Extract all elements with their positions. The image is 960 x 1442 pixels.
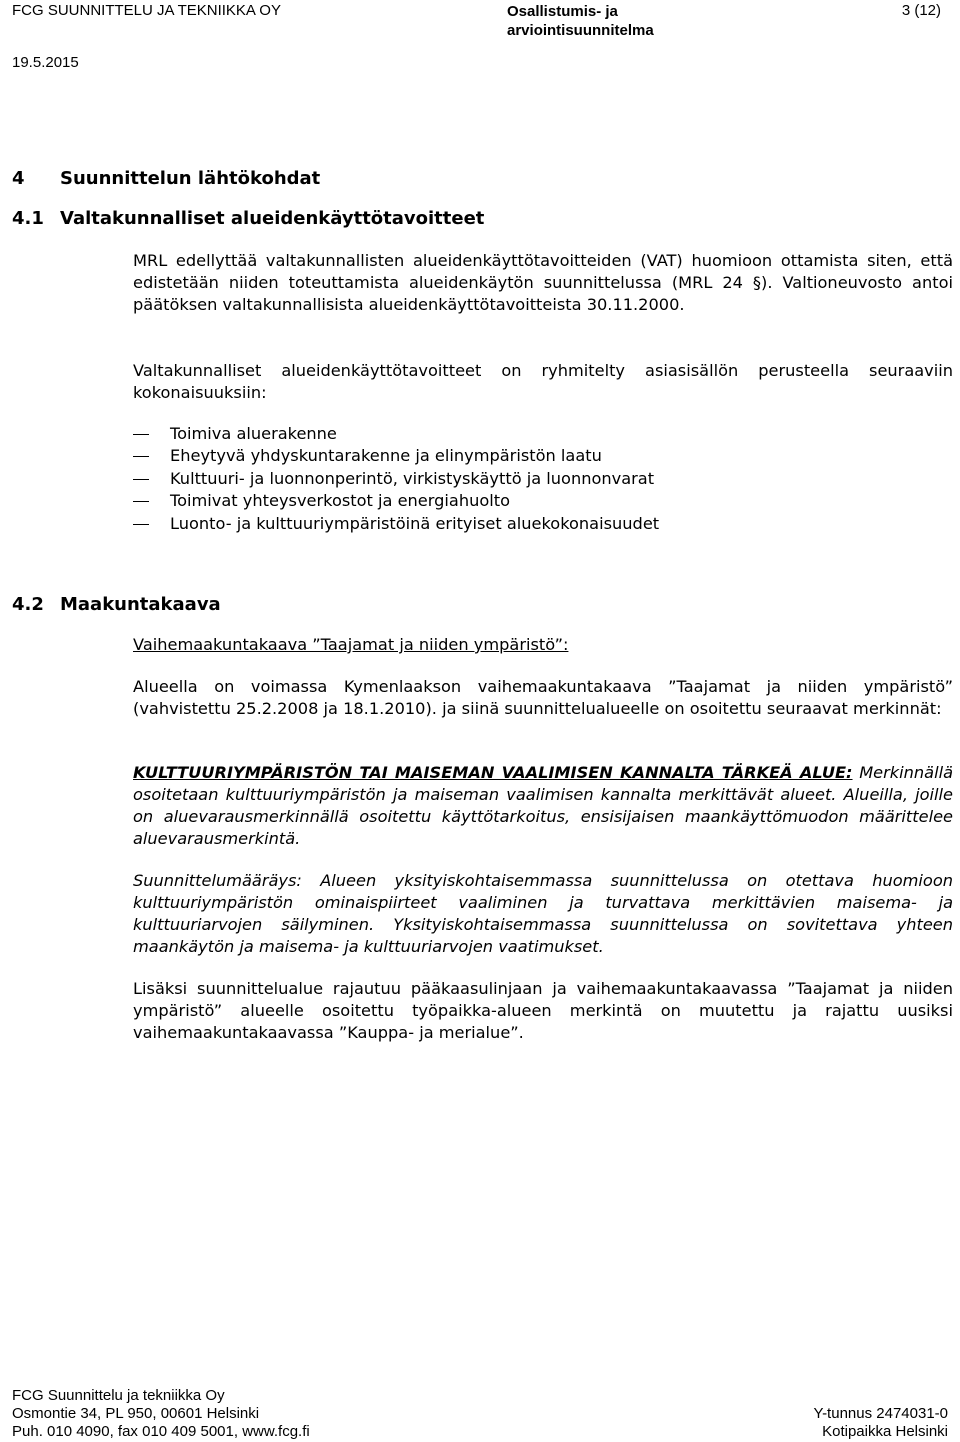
footer-contact: Puh. 010 4090, fax 010 409 5001, www.fcg.fi xyxy=(12,1423,310,1440)
section-4-2-subheading: Vaihemaakuntakaava ”Taajamat ja niiden ympäristö”: xyxy=(133,635,569,654)
section-4-title: Suunnittelun lähtökohdat xyxy=(60,168,321,189)
section-4-2-paragraph-4: Lisäksi suunnittelualue rajautuu pääkaasulinjaan ja vaihemaakuntakaavassa ”Taajamat ja niiden ympäristö” alueelle osoitettu työpaikka-alueen merkintä on muutettu ja rajattu uusiksi vaihemaakuntakaavassa ”Kauppa- ja merialue”. xyxy=(133,979,953,1042)
list-item: Toimivat yhteysverkostot ja energiahuolto xyxy=(133,490,659,512)
header-document-title xyxy=(507,2,654,40)
dash-bullet-icon xyxy=(133,434,149,435)
section-4-1-paragraph-1: MRL edellyttää valtakunnallisten alueidenkäyttötavoitteiden (VAT) huomioon ottamista siten, että edistetään niiden toteuttamista alueidenkäytön suunnittelussa (MRL 24 §). Valtioneuvosto antoi päätöksen valtakunnallisista alueidenkäyttötavoitteista 30.11.2000. xyxy=(133,251,953,314)
page-footer xyxy=(12,1387,948,1441)
section-4-2-number: 4.2 xyxy=(12,594,44,615)
footer-address: Osmontie 34, PL 950, 00601 Helsinki xyxy=(12,1405,260,1422)
section-4-1-number: 4.1 xyxy=(12,208,44,229)
section-4-2-paragraph-1: Alueella on voimassa Kymenlaakson vaihemaakuntakaava ”Taajamat ja niiden ympäristö” (vahvistettu 25.2.2008 ja 18.1.2010). ja siinä suunnittelualueelle on osoitettu seuraavat merkinnät: xyxy=(133,677,953,718)
header-date: 19.5.2015 xyxy=(12,54,79,71)
section-4-2-title: Maakuntakaava xyxy=(60,594,221,615)
dash-bullet-icon xyxy=(133,524,149,525)
header-title-line1: Osallistumis- ja xyxy=(507,3,618,20)
footer-kotipaikka: Kotipaikka Helsinki xyxy=(822,1423,948,1440)
dash-bullet-icon xyxy=(133,479,149,480)
header-company: FCG SUUNNITTELU JA TEKNIIKKA OY xyxy=(12,2,281,19)
list-item: Kulttuuri- ja luonnonperintö, virkistyskäyttö ja luonnonvarat xyxy=(133,468,659,490)
section-4-2-heading xyxy=(12,594,221,615)
section-4-2-paragraph-3: Suunnittelumääräys: Alueen yksityiskohtaisemmassa suunnittelussa on otettava huomioon kulttuuriympäristön ominaispiirteet vaaliminen ja turvattava merkittävien maisema- ja kulttuuriarvojen säilyminen. Yksityiskohtaisemmassa suunnittelussa on sovitettava yhteen maankäytön ja maisema- ja kulttuuriarvojen vaatimukset. xyxy=(133,871,953,956)
section-4-heading xyxy=(12,168,320,189)
area-marking-label: KULTTUURIYMPÄRISTÖN TAI MAISEMAN VAALIMISEN KANNALTA TÄRKEÄ ALUE: xyxy=(133,763,853,782)
list-item: Eheytyvä yhdyskuntarakenne ja elinympäristön laatu xyxy=(133,445,659,467)
footer-company: FCG Suunnittelu ja tekniikka Oy xyxy=(12,1387,225,1404)
section-4-1-heading xyxy=(12,208,484,229)
area-marking-description: Merkinnällä osoitetaan kulttuuriympäristön ja maiseman vaalimisen kannalta merkittävät alueet. Alueilla, joille on aluevarausmerkinnällä osoitettu käyttötarkoitus, ensisijaisen maankäyttömuodon määrittelee aluevarausmerkintä. xyxy=(133,763,953,848)
vat-goals-list xyxy=(133,423,659,535)
dash-bullet-icon xyxy=(133,501,149,502)
header-title-line2: arviointisuunnitelma xyxy=(507,22,654,39)
section-4-number: 4 xyxy=(12,168,25,189)
section-4-1-title: Valtakunnalliset alueidenkäyttötavoitteet xyxy=(60,208,485,229)
section-4-1-paragraph-2: Valtakunnalliset alueidenkäyttötavoitteet on ryhmitelty asiasisällön perusteella seuraaviin kokonaisuuksiin: xyxy=(133,361,953,402)
header-page-number: 3 (12) xyxy=(901,2,941,19)
dash-bullet-icon xyxy=(133,456,149,457)
footer-ytunnus: Y-tunnus 2474031-0 xyxy=(813,1405,948,1422)
list-item: Luonto- ja kulttuuriympäristöinä erityiset aluekokonaisuudet xyxy=(133,513,659,535)
section-4-2-paragraph-2 xyxy=(133,762,953,850)
list-item: Toimiva aluerakenne xyxy=(133,423,659,445)
